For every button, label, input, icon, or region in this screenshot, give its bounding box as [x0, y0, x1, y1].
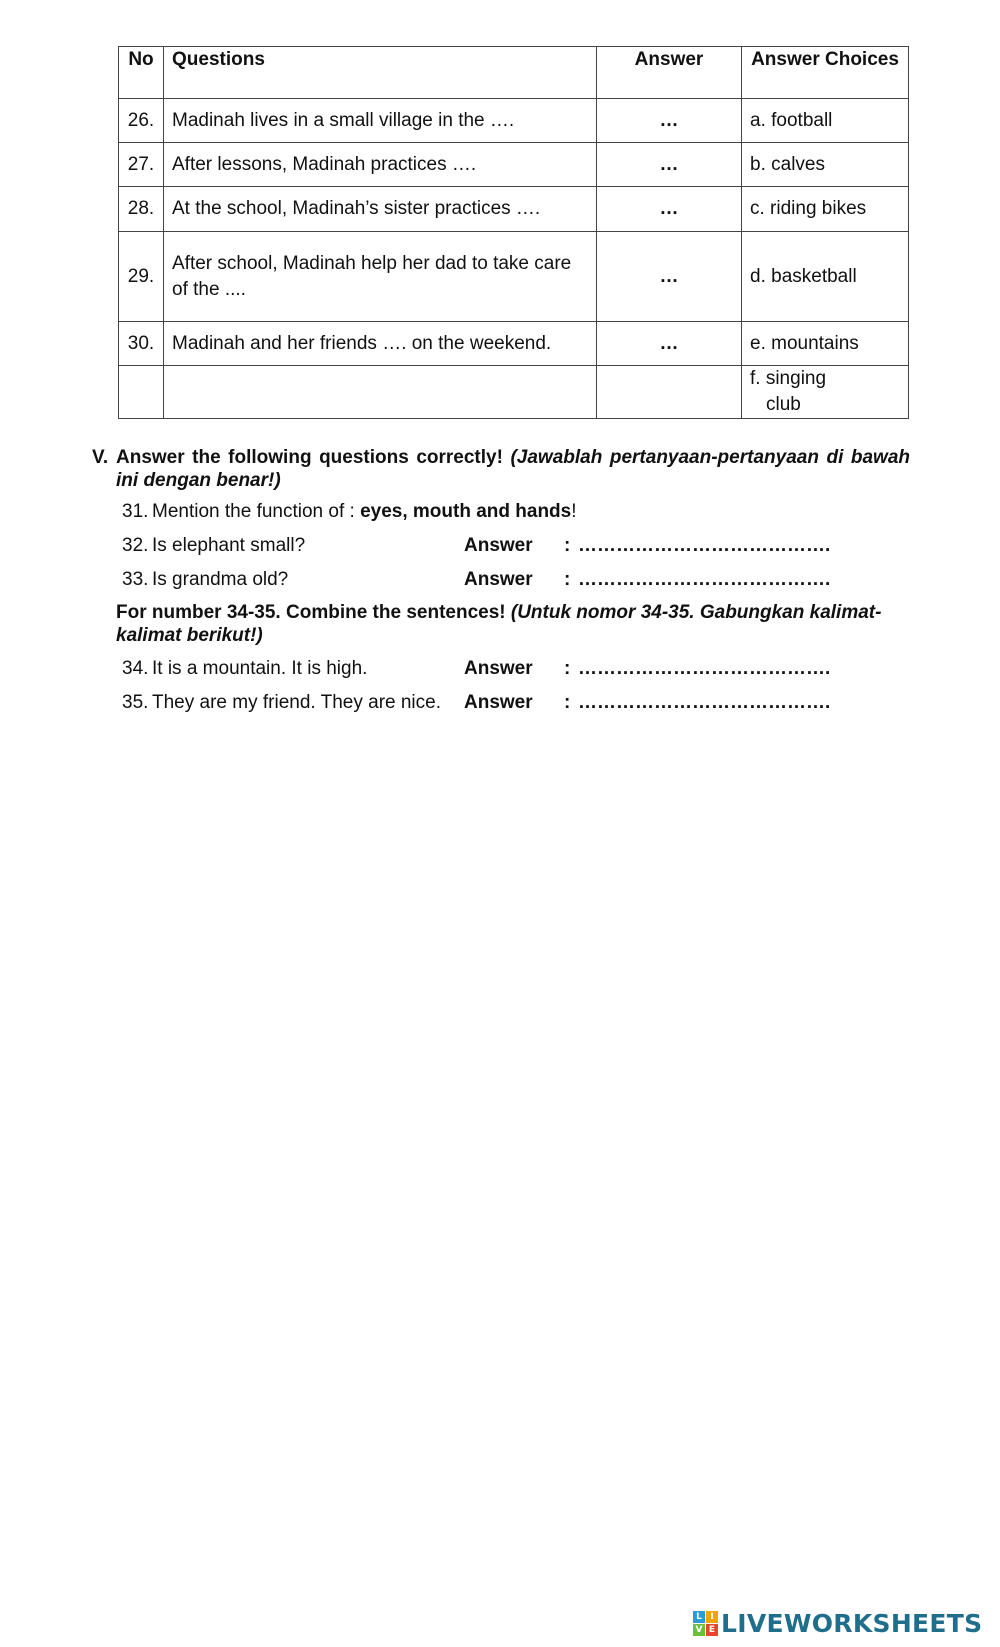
answer-label: Answer [464, 692, 533, 713]
question-bold-text: eyes, mouth and hands [360, 501, 572, 522]
question-31 [122, 499, 577, 525]
logo-mark-cell: E [706, 1624, 718, 1636]
answer-colon: : [564, 692, 571, 713]
empty-cell [164, 366, 597, 419]
table-row [119, 143, 909, 187]
answer-blank[interactable]: …………………………………. [578, 535, 831, 556]
row-choice: c. riding bikes [742, 187, 909, 232]
section-instruction [116, 446, 910, 492]
logo-mark-cell: L [693, 1611, 705, 1623]
table-row [119, 232, 909, 322]
question-number: 35. [122, 692, 149, 713]
header-answer-choices: Answer Choices [742, 47, 909, 99]
header-answer: Answer [597, 47, 742, 99]
matching-table [118, 46, 909, 419]
question-text: Is elephant small? [152, 535, 306, 556]
section-title: Answer the following questions correctly! [116, 447, 503, 468]
question-suffix: ! [571, 501, 577, 522]
logo-text: LIVEWORKSHEETS [721, 1608, 983, 1638]
empty-cell [119, 366, 164, 419]
header-questions: Questions [164, 47, 597, 99]
row-answer-blank[interactable]: … [597, 322, 742, 366]
question-text: Mention the function of : [152, 501, 361, 522]
table-header-row [119, 47, 909, 99]
table-row [119, 99, 909, 143]
question-text: Is grandma old? [152, 569, 289, 590]
section-translation: (Jawablah pertanyaan-pertanyaan di bawah ini dengan benar!) [116, 447, 910, 491]
question-35 [122, 690, 831, 716]
subsection-translation: (Untuk nomor 34-35. Gabungkan kalimat-kalimat berikut!) [116, 602, 882, 646]
question-34 [122, 656, 831, 682]
row-answer-blank[interactable]: … [597, 187, 742, 232]
question-32 [122, 533, 831, 559]
answer-blank[interactable]: …………………………………. [578, 658, 831, 679]
answer-colon: : [564, 569, 571, 590]
row-choice [742, 366, 909, 419]
logo-mark-cell: I [706, 1611, 718, 1623]
logo-mark-icon [693, 1611, 718, 1636]
question-number: 34. [122, 658, 149, 679]
row-choice: a. football [742, 99, 909, 143]
question-text: They are my friend. They are nice. [152, 692, 441, 713]
row-answer-blank[interactable]: … [597, 232, 742, 322]
row-choice: b. calves [742, 143, 909, 187]
answer-label: Answer [464, 569, 533, 590]
table-row [119, 322, 909, 366]
empty-cell [597, 366, 742, 419]
question-number: 32. [122, 535, 149, 556]
answer-blank[interactable]: …………………………………. [578, 692, 831, 713]
row-question: At the school, Madinah’s sister practices …. [164, 187, 597, 232]
row-number: 30. [119, 322, 164, 366]
liveworksheets-logo [693, 1609, 982, 1637]
answer-colon: : [564, 535, 571, 556]
table-row-extra-choice [119, 366, 909, 419]
row-question: Madinah and her friends …. on the weekend. [164, 322, 597, 366]
row-answer-blank[interactable]: … [597, 143, 742, 187]
table-row [119, 187, 909, 232]
answer-label: Answer [464, 535, 533, 556]
question-text: It is a mountain. It is high. [152, 658, 368, 679]
logo-mark-cell: V [693, 1624, 705, 1636]
choice-line: club [766, 394, 801, 415]
row-question: After lessons, Madinah practices …. [164, 143, 597, 187]
answer-label: Answer [464, 658, 533, 679]
row-number: 28. [119, 187, 164, 232]
row-number: 27. [119, 143, 164, 187]
question-number: 31. [122, 501, 149, 522]
row-choice: d. basketball [742, 232, 909, 322]
answer-colon: : [564, 658, 571, 679]
row-number: 26. [119, 99, 164, 143]
choice-line: f. singing [750, 368, 827, 389]
row-question: After school, Madinah help her dad to take care of the .... [164, 232, 597, 322]
row-choice: e. mountains [742, 322, 909, 366]
row-answer-blank[interactable]: … [597, 99, 742, 143]
row-question: Madinah lives in a small village in the …. [164, 99, 597, 143]
section-v-heading [92, 446, 910, 492]
subsection-title: For number 34-35. Combine the sentences! [116, 602, 506, 623]
section-number: V. [92, 447, 109, 468]
question-33 [122, 567, 831, 593]
subsection-heading [116, 601, 910, 647]
row-number: 29. [119, 232, 164, 322]
question-number: 33. [122, 569, 149, 590]
header-no: No [119, 47, 164, 99]
answer-blank[interactable]: …………………………………. [578, 569, 831, 590]
